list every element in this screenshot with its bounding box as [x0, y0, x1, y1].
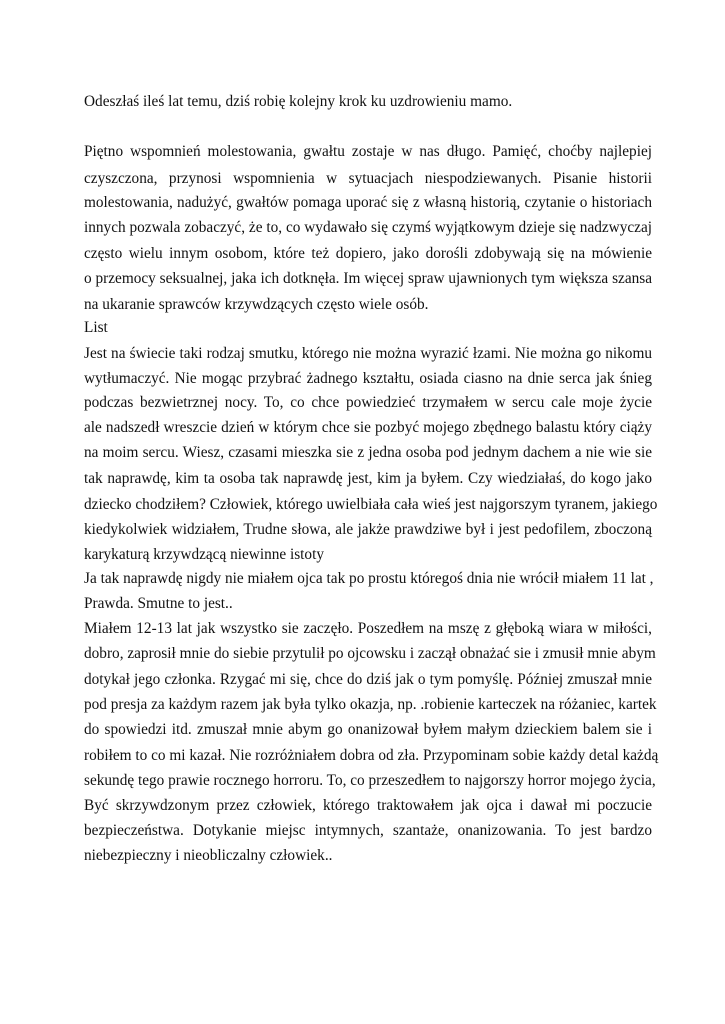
letter-line: dziecko chodziłem? Człowiek, którego uwielbiała cała wieś jest najgorszym tyranem, jakiego	[84, 496, 658, 513]
letter-line: tak naprawdę, kim ta osoba tak naprawdę jest, kim ja byłem. Czy wiedziałaś, do kogo jako	[84, 470, 652, 487]
letter-line: kiedykolwiek widziałem, Trudne słowa, ale jakże prawdziwe był i jest pedofilem, zboczoną	[84, 521, 652, 538]
letter-line: sekundę tego prawie rocznego horroru. To, co przeszedłem to najgorszy horror mojego życia,	[84, 772, 656, 789]
letter-line: bezpieczeństwa. Dotykanie miejsc intymnych, szantaże, onanizowania. To jest bardzo	[84, 822, 652, 839]
letter-line: Ja tak naprawdę nigdy nie miałem ojca tak po prostu któregoś dnia nie wrócił miałem 11 lat ,	[84, 570, 654, 587]
letter-line: karykaturą krzywdzącą niewinne istoty	[84, 546, 324, 563]
letter-line: na moim sercu. Wiesz, czasami mieszka sie z jedna osoba pod jednym dachem a nie wie sie	[84, 444, 652, 461]
letter-line: wytłumaczyć. Nie mogąc przybrać żadnego kształtu, osiada ciasno na dnie serca jak śnieg	[84, 370, 652, 387]
letter-line: Jest na świecie taki rodzaj smutku, którego nie można wyrazić łzami. Nie można go nikomu	[84, 345, 652, 362]
letter-line: ale nadszedł wreszcie dzień w którym chce sie pozbyć mojego zbędnego balastu który ciąży	[84, 419, 652, 436]
section-heading: List	[84, 319, 108, 336]
opening-line: Odeszłaś ileś lat temu, dziś robię kolejny krok ku uzdrowieniu mamo.	[84, 93, 513, 110]
paragraph-line: czyszczona, przynosi wspomnienia w sytuacjach niespodziewanych. Pisanie historii	[84, 170, 652, 187]
paragraph-line: na ukaranie sprawców krzywdzących często wiele osób.	[84, 296, 429, 313]
letter-line: robiłem to co mi kazał. Nie rozróżniałem dobra od zła. Przypominam sobie każdy detal każdą	[84, 747, 659, 764]
letter-line: Prawda. Smutne to jest..	[84, 595, 233, 612]
paragraph-line: o przemocy seksualnej, jaka ich dotknęła. Im więcej spraw ujawnionych tym większa szansa	[84, 270, 652, 287]
letter-line: pod presja za każdym razem jak była tylko okazja, np. .robienie karteczek na różaniec, kartek	[84, 696, 657, 713]
letter-line: dotykał jego członka. Rzygać mi się, chce do dziś jak o tym pomyślę. Później zmuszał mnie	[84, 671, 652, 688]
letter-line: podczas bezwietrznej nocy. To, co chce powiedzieć trzymałem w sercu cale moje życie	[84, 394, 652, 411]
letter-line: do spowiedzi itd. zmuszał mnie abym go onanizował byłem małym dzieckiem balem sie i	[84, 721, 652, 738]
paragraph-line: molestowania, nadużyć, gwałtów pomaga uporać się z własną historią, czytanie o historiach	[84, 194, 652, 211]
paragraph-line: innych pozwala zobaczyć, że to, co wydawało się czymś wyjątkowym dzieje się nadzwyczaj	[84, 219, 652, 236]
paragraph-line: często wielu innym osobom, które też dopiero, jako dorośli zdobywają się na mówienie	[84, 245, 652, 262]
letter-line: dobro, zaprosił mnie do siebie przytulił po ojcowsku i zaczął obnażać sie i zmusił mnie abym	[84, 645, 656, 662]
letter-line: Miałem 12-13 lat jak wszystko sie zaczęło. Poszedłem na mszę z głęboką wiara w miłości,	[84, 620, 652, 637]
paragraph-line: Piętno wspomnień molestowania, gwałtu zostaje w nas długo. Pamięć, choćby najlepiej	[84, 143, 652, 160]
letter-line: niebezpieczny i nieobliczalny człowiek..	[84, 847, 333, 864]
letter-line: Być skrzywdzonym przez człowiek, którego traktowałem jak ojca i dawał mi poczucie	[84, 797, 652, 814]
